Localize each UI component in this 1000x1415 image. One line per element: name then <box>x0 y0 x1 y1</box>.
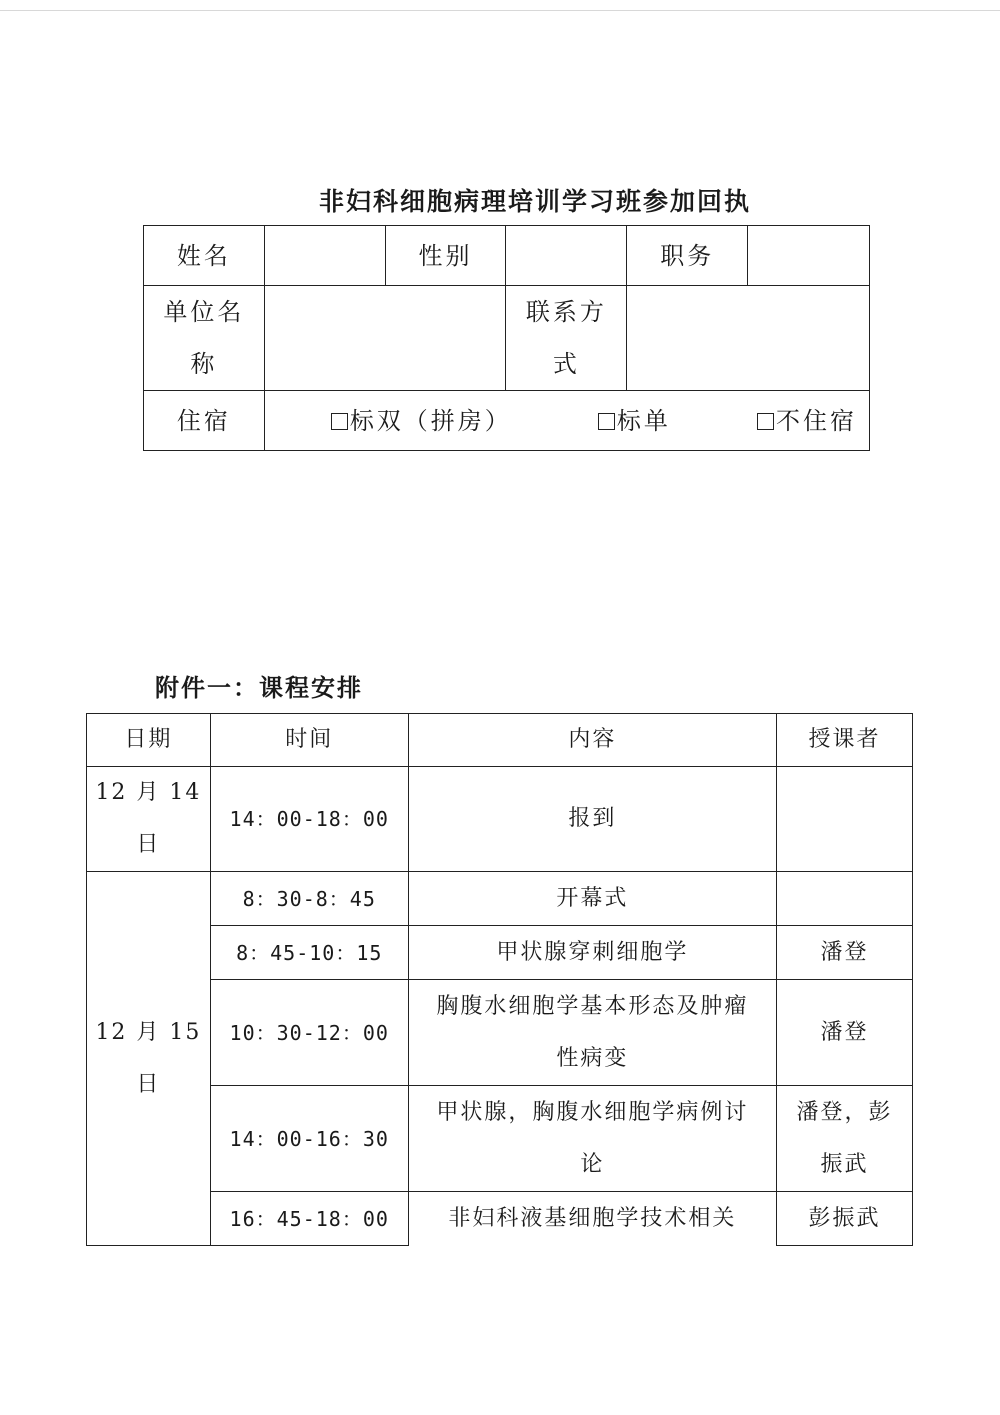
time-cell: 8：45-10：15 <box>210 926 408 980</box>
time-cell: 16：45-18：00 <box>210 1192 408 1246</box>
contact-label-line1: 联系方 <box>525 298 607 326</box>
date-cell-day1 <box>87 767 211 872</box>
form-row-basic <box>144 226 870 286</box>
header-content: 内容 <box>408 714 777 767</box>
position-label: 职务 <box>627 226 748 286</box>
content-cell: 开幕式 <box>408 872 777 926</box>
registration-form-table <box>143 225 870 451</box>
date-day2-line2: 日 <box>136 1071 161 1097</box>
name-field[interactable] <box>264 226 385 286</box>
lodging-option-none-label: 不住宿 <box>776 406 857 435</box>
time-cell: 14：00-18：00 <box>210 767 408 872</box>
time-cell: 14：00-16：30 <box>210 1086 408 1192</box>
lodging-options <box>265 395 869 447</box>
gender-label: 性别 <box>385 226 506 286</box>
form-row-lodging <box>144 391 870 451</box>
unit-field[interactable] <box>264 286 506 391</box>
schedule-header-row <box>87 714 913 767</box>
content-cell: 报到 <box>408 767 777 872</box>
content-line2: 论 <box>580 1151 605 1177</box>
date-day1-line1: 12 月 14 <box>95 780 202 805</box>
date-cell-day2 <box>87 872 211 1246</box>
lecturer-line1: 潘登，彭 <box>796 1099 893 1125</box>
annex-title: 附件一：课程安排 <box>155 673 363 702</box>
unit-label <box>144 286 265 391</box>
header-lecturer: 授课者 <box>777 714 913 767</box>
lecturer-cell: 潘登 <box>777 980 913 1086</box>
content-cell: 甲状腺穿刺细胞学 <box>408 926 777 980</box>
top-scan-line <box>0 10 1000 11</box>
content-line2: 性病变 <box>556 1045 629 1071</box>
unit-label-line1: 单位名 <box>163 298 245 326</box>
schedule-row <box>87 1192 913 1246</box>
checkbox-icon[interactable] <box>757 413 774 430</box>
lodging-options-cell <box>264 391 869 451</box>
lecturer-cell <box>777 872 913 926</box>
content-line1: 胸腹水细胞学基本形态及肿瘤 <box>436 993 749 1019</box>
lecturer-cell <box>777 767 913 872</box>
content-cell <box>408 1086 777 1192</box>
contact-label-line2: 式 <box>552 350 580 378</box>
schedule-row <box>87 872 913 926</box>
contact-field[interactable] <box>627 286 870 391</box>
time-cell: 10：30-12：00 <box>210 980 408 1086</box>
checkbox-icon[interactable] <box>598 413 615 430</box>
checkbox-icon[interactable] <box>331 413 348 430</box>
schedule-row <box>87 926 913 980</box>
lodging-label: 住宿 <box>144 391 265 451</box>
lodging-option-single-label: 标单 <box>616 406 671 435</box>
lecturer-cell: 彭振武 <box>777 1192 913 1246</box>
name-label: 姓名 <box>144 226 265 286</box>
lodging-option-single[interactable] <box>598 395 671 447</box>
lodging-option-twin-label: 标双（拼房） <box>349 406 512 435</box>
content-line1: 甲状腺，胸腹水细胞学病例讨 <box>436 1099 749 1125</box>
schedule-row <box>87 980 913 1086</box>
date-day1-line2: 日 <box>136 832 161 857</box>
lecturer-line2: 振武 <box>820 1151 869 1177</box>
header-date: 日期 <box>87 714 211 767</box>
unit-label-line2: 称 <box>190 350 218 378</box>
time-cell: 8：30-8：45 <box>210 872 408 926</box>
schedule-row <box>87 1086 913 1192</box>
header-time: 时间 <box>210 714 408 767</box>
lodging-option-twin[interactable] <box>331 395 512 447</box>
lecturer-cell <box>777 1086 913 1192</box>
course-schedule-table <box>86 713 913 1246</box>
gender-field[interactable] <box>506 226 627 286</box>
form-title: 非妇科细胞病理培训学习班参加回执 <box>318 187 751 216</box>
content-cell: 非妇科液基细胞学技术相关 <box>408 1192 777 1246</box>
lodging-option-none[interactable] <box>757 395 857 447</box>
date-day2-line1: 12 月 15 <box>95 1019 202 1045</box>
position-field[interactable] <box>748 226 870 286</box>
form-row-unit <box>144 286 870 391</box>
schedule-row <box>87 767 913 872</box>
lecturer-cell: 潘登 <box>777 926 913 980</box>
contact-label <box>506 286 627 391</box>
content-cell <box>408 980 777 1086</box>
